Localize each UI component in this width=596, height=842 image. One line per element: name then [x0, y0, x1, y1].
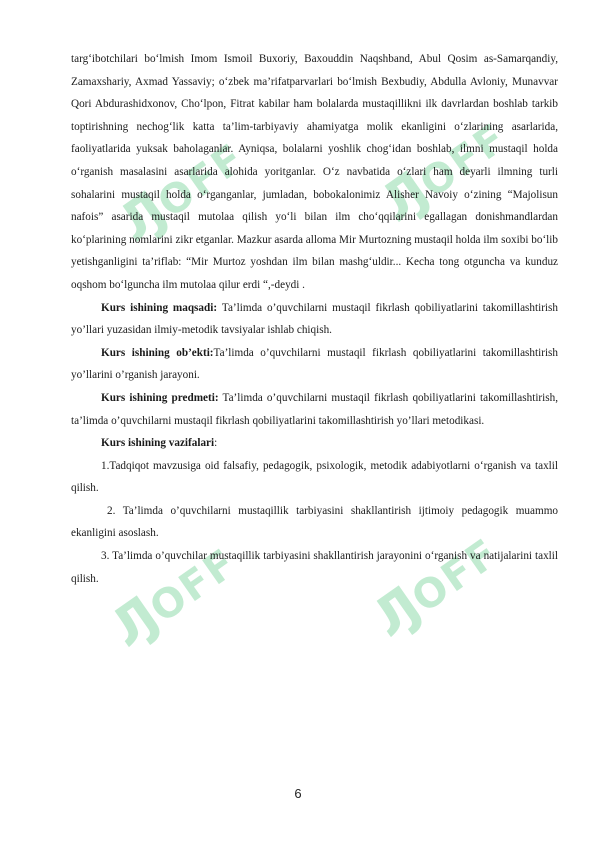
task-item-1: 1.Tadqiqot mavzusiga oid falsafiy, pedagogik, psixologik, metodik adabiyotlarni o‘rganish va taxlil qilish.: [71, 459, 558, 495]
object-paragraph: [71, 342, 558, 387]
subject-paragraph: [71, 387, 558, 432]
object-heading: Kurs ishining ob’ekti:: [101, 346, 214, 359]
watermark-word: OFF: [141, 539, 246, 632]
body-text: [71, 48, 558, 590]
intro-paragraph: targ‘ibotchilari bo‘lmish Imom Ismoil Buxoriy, Baxouddin Naqshband, Abul Qosim as-Samarqandiy, Zamaxshariy, Axmad Yassaviy; o‘zbek ma’rifatparvarlari bo‘lmish Bexbudiy, Abdulla Avloniy, Munavvar Qori Abdurashidxonov, Cho‘lpon, Fitrat kabilar ham bolalarda mustaqillikni ilk davrlardan boshlab tarkib toptirishning nechog‘lik katta ta’lim-tarbiyaviy ahamiyatga molik ekanligini o‘zlarining asarlarida, faoliyatlarida yuksak baholaganlar. Ayniqsa, bolalarni yoshlik chog‘idan boshlab, ilmni mustaqil holda o‘rganish masalasini asarlarida alohida yoritganlar. O‘z navbatida o‘zlari ham deyarli ilmning turli sohalarini mustaqil holda o‘rganganlar, jumladan, bobokalonimiz Alisher Navoiy o‘zining “Majolisun nafois” asarida mustaqil mutolaa qilish yo‘li bilan ilm cho‘qqilarini egallagan donishmandlardan ko‘plarining nomlarini zikr etganlar. Mazkur asarda alloma Mir Murtozning mustaqil holda ilm soxibi bo‘lib yetishganligini ta’riflab: “Mir Murtoz yoshdan ilm bilan mashg‘uldir... Kecha tong otguncha va kunduz oqshom bo‘lguncha ilm mutolaa qilur erdi “,-deydi .: [71, 53, 558, 291]
goal-text: Ta’limda o’quvchilarni mustaqil fikrlash qobiliyatlarini takomillashtirish yo’llari yuzasidan ilmiy-metodik tavsiyalar ishlab chiqish.: [71, 301, 558, 337]
watermark-glyph: Ԓ: [370, 160, 440, 235]
task-item-3: 3. Ta’limda o’quvchilar mustaqillik tarbiyasini shakllantirish jarayonini o‘rganish va natijalarini taxlil qilish.: [71, 550, 558, 585]
subject-heading: Kurs ishining predmeti:: [101, 391, 219, 404]
tasks-heading-paragraph: [71, 432, 558, 455]
goal-paragraph: [71, 297, 558, 342]
subject-text: Ta’limda o’quvchilarni mustaqil fikrlash qobiliyatlarini takomillashtirish, ta’limda o’quvchilarni mustaqil fikrlash qobiliyatlarini takomillashtirish yo’llari metodikasi.: [71, 391, 559, 427]
tasks-colon: :: [214, 437, 218, 450]
page-number: 6: [294, 786, 302, 801]
watermark-glyph: Ԓ: [108, 180, 178, 255]
object-text: Ta’limda o’quvchilarni mustaqil fikrlash qobiliyatlarini takomillashtirish yo’llarini o’rganish jarayoni.: [71, 346, 558, 382]
tasks-heading: Kurs ishining vazifalari: [101, 437, 215, 450]
watermark-word: OFF: [411, 114, 516, 207]
watermark-word: OFF: [149, 134, 254, 227]
watermark-word: OFF: [403, 529, 508, 622]
watermark-glyph: Ԓ: [362, 575, 432, 650]
watermark-glyph: Ԓ: [100, 585, 170, 660]
goal-heading: Kurs ishining maqsadi:: [101, 301, 222, 314]
task-item-2: 2. Ta’limda o’quvchilarni mustaqillik tarbiyasini shakllantirish ijtimoiy pedagogik muammo ekanligini asoslash.: [71, 504, 558, 540]
